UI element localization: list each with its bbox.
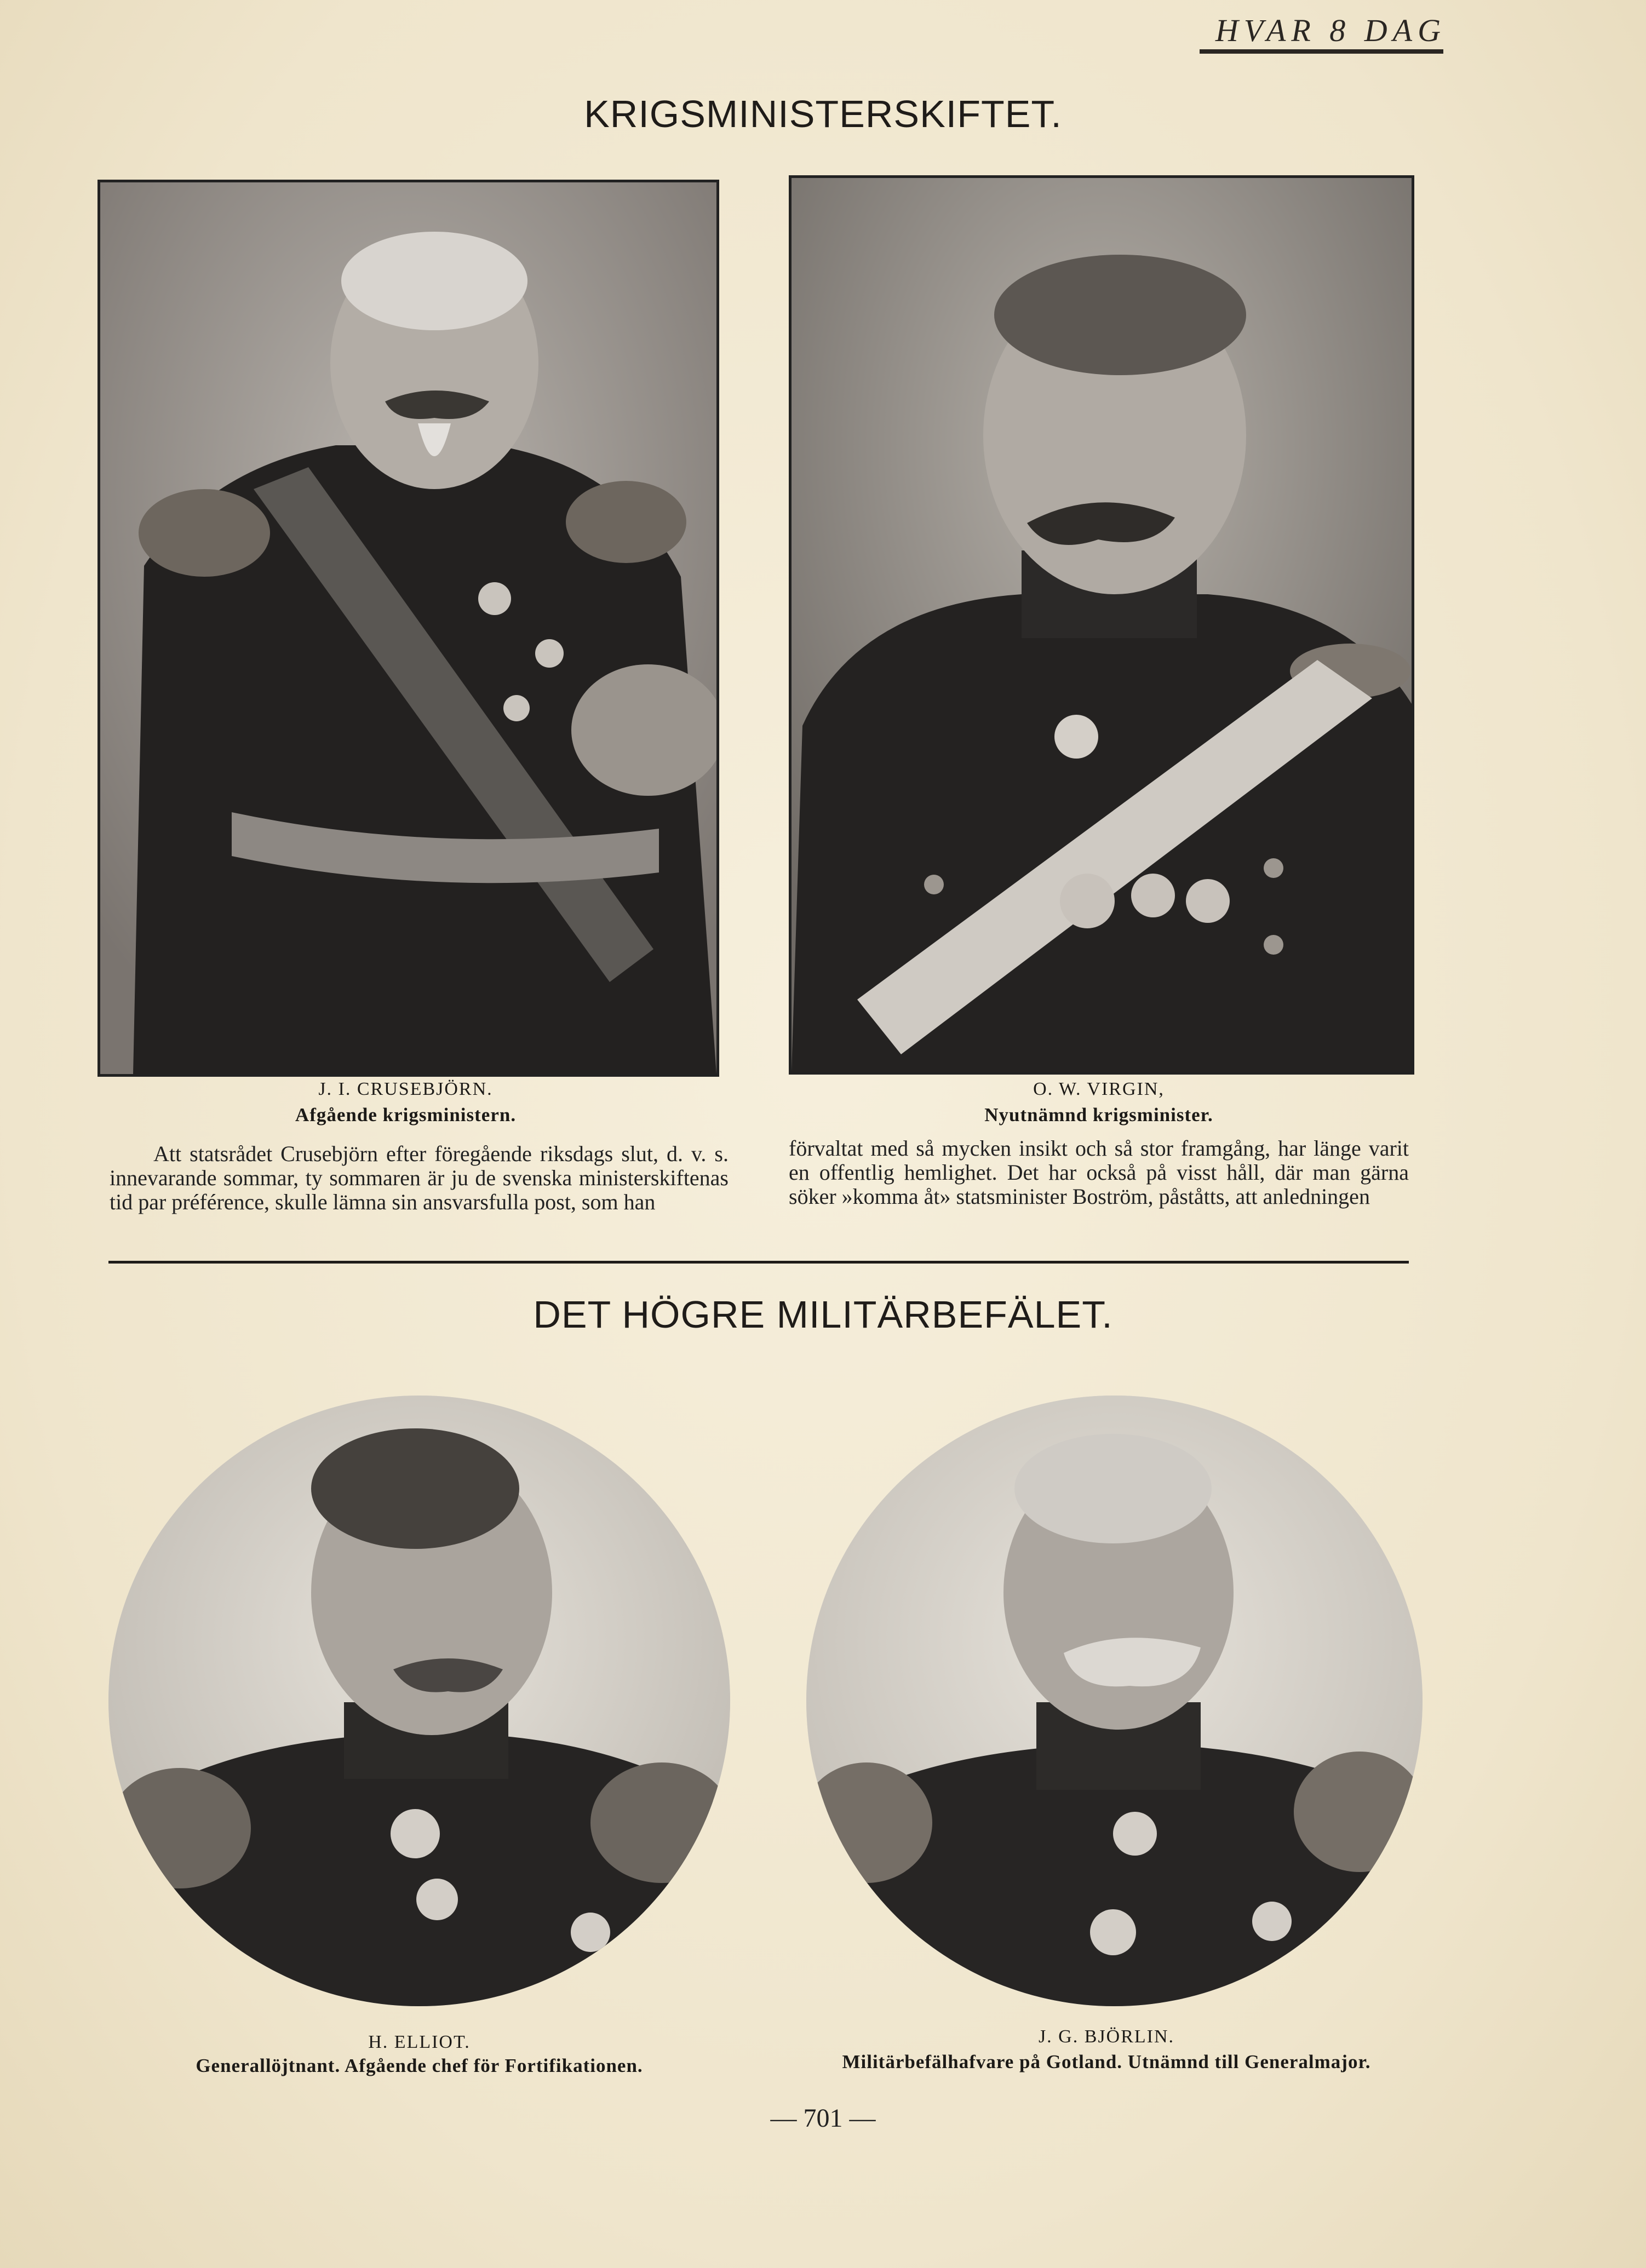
- portrait-bjorlin-image: [806, 1396, 1423, 2006]
- page-number: — 701 —: [770, 2104, 876, 2133]
- caption-name-crusebjorn: J. I. CRUSEBJÖRN.: [318, 1079, 493, 1099]
- article-text-left: [110, 1142, 729, 1214]
- section-divider: [108, 1261, 1409, 1264]
- portrait-bjorlin: [806, 1396, 1423, 2006]
- article-text-left-content: Att statsrådet Crusebjörn efter föregående riksdags slut, d. v. s. innevarande sommar, ty sommaren är ju de svenska ministerskiftenas tid par préférence, skulle lämna sin ansvarsfulla post, som han: [110, 1141, 729, 1214]
- header-rule: [1200, 49, 1443, 54]
- portrait-elliot-image: [108, 1396, 730, 2006]
- section-title-krigsministerskiftet: KRIGSMINISTERSKIFTET.: [584, 93, 1062, 135]
- caption-name-virgin: O. W. VIRGIN,: [1033, 1079, 1165, 1099]
- portrait-virgin-image: [792, 178, 1412, 1072]
- section-title-militarbefalet: DET HÖGRE MILITÄRBEFÄLET.: [533, 1293, 1113, 1336]
- caption-name-bjorlin: J. G. BJÖRLIN.: [1038, 2026, 1175, 2047]
- caption-role-bjorlin: Militärbefälhafvare på Gotland. Utnämnd till Generalmajor.: [842, 2051, 1371, 2072]
- article-text-right: förvaltat med så mycken insikt och så stor framgång, har länge varit en offentlig hemlighet. Det har också på visst håll, där man gärna söker »komma åt» statsminister Boström, påståtts, att anledningen: [789, 1136, 1409, 1209]
- portrait-elliot: [108, 1396, 730, 2006]
- caption-name-elliot: H. ELLIOT.: [368, 2032, 471, 2052]
- caption-role-elliot: Generallöjtnant. Afgående chef för Fortifikationen.: [196, 2055, 643, 2076]
- portrait-crusebjorn-image: [100, 182, 716, 1074]
- portrait-crusebjorn: [98, 180, 719, 1077]
- caption-role-virgin: Nyutnämnd krigsminister.: [984, 1104, 1213, 1126]
- caption-role-crusebjorn: Afgående krigsministern.: [295, 1104, 517, 1126]
- portrait-virgin: [789, 175, 1414, 1075]
- magazine-title: HVAR 8 DAG: [1215, 13, 1446, 48]
